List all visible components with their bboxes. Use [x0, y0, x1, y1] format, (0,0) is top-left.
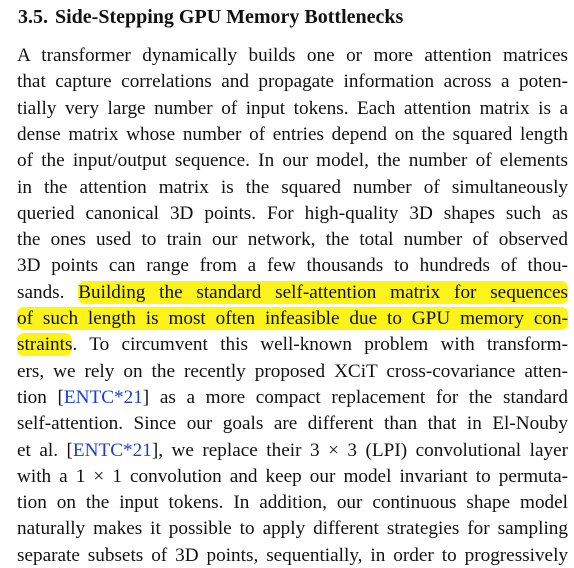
- text-segment: . To circumvent this well-known problem with transform-: [72, 334, 568, 356]
- text-line: [17, 44, 568, 68]
- text-segment: ] as a more compact replacement for the standard: [142, 386, 568, 408]
- text-segment: sands.: [17, 281, 79, 303]
- citation-link[interactable]: ENTC*21: [63, 386, 143, 408]
- text-line: [17, 517, 568, 541]
- highlighted-text: of such length is most often infeasible due to GPU memory con-: [17, 308, 568, 329]
- citation-link[interactable]: ENTC*21: [72, 439, 152, 461]
- text-line: [17, 123, 568, 147]
- text-line: [17, 386, 568, 410]
- text-segment: tially very large number of input tokens. Each attention matrix is a: [17, 97, 568, 119]
- section-title: Side-Stepping GPU Memory Bottlenecks: [55, 6, 404, 28]
- highlighted-text: Building the standard self-attention matrix for sequences: [78, 281, 568, 303]
- text-line: [17, 149, 568, 173]
- text-segment: self-attention. Since our goals are different than that in El-Nouby: [17, 413, 568, 435]
- text-line: [17, 176, 568, 200]
- section-number: 3.5.: [18, 6, 48, 28]
- text-segment: et al. [: [17, 439, 73, 461]
- text-line: [17, 281, 568, 305]
- highlighted-text: straints: [17, 334, 73, 356]
- text-line: [17, 439, 568, 463]
- text-line: [17, 491, 568, 515]
- text-segment: the ones used to train our network, the total number of observed: [17, 229, 568, 251]
- text-line: [17, 360, 568, 384]
- text-line: [17, 228, 568, 252]
- text-line: [17, 544, 568, 568]
- text-segment: separate subsets of 3D points, sequentially, in order to progressively: [17, 544, 568, 566]
- text-segment: ], we replace their 3 × 3 (LPI) convolutional layer: [151, 439, 568, 461]
- text-segment: ers, we rely on the recently proposed XCiT cross-covariance atten-: [17, 360, 568, 382]
- text-line: [17, 97, 568, 121]
- text-segment: queried canonical 3D points. For high-quality 3D shapes such as: [17, 202, 568, 224]
- text-line: [17, 70, 568, 94]
- text-segment: dense matrix whose number of entries depend on the squared length: [17, 123, 568, 145]
- text-line: [17, 465, 568, 489]
- text-line: [17, 254, 568, 278]
- text-line: [17, 412, 568, 436]
- text-line: [17, 307, 568, 331]
- text-line: [17, 202, 568, 226]
- text-segment: A transformer dynamically builds one or more attention matrices: [17, 45, 568, 66]
- text-segment: in the attention matrix is the squared number of simultaneously: [17, 176, 568, 198]
- text-segment: tion [: [17, 386, 64, 408]
- text-segment: 3D points can range from a few thousands to hundreds of thou-: [17, 255, 568, 277]
- text-segment: tion on the input tokens. In addition, our continuous shape model: [17, 492, 568, 514]
- text-line: [17, 333, 568, 357]
- text-segment: that capture correlations and propagate information across a poten-: [17, 71, 568, 93]
- text-segment: with a 1 × 1 convolution and keep our model invariant to permuta-: [17, 465, 568, 487]
- section-heading: [18, 4, 403, 30]
- text-segment: of the input/output sequence. In our model, the number of elements: [17, 150, 568, 172]
- text-segment: naturally makes it possible to apply different strategies for sampling: [17, 518, 568, 540]
